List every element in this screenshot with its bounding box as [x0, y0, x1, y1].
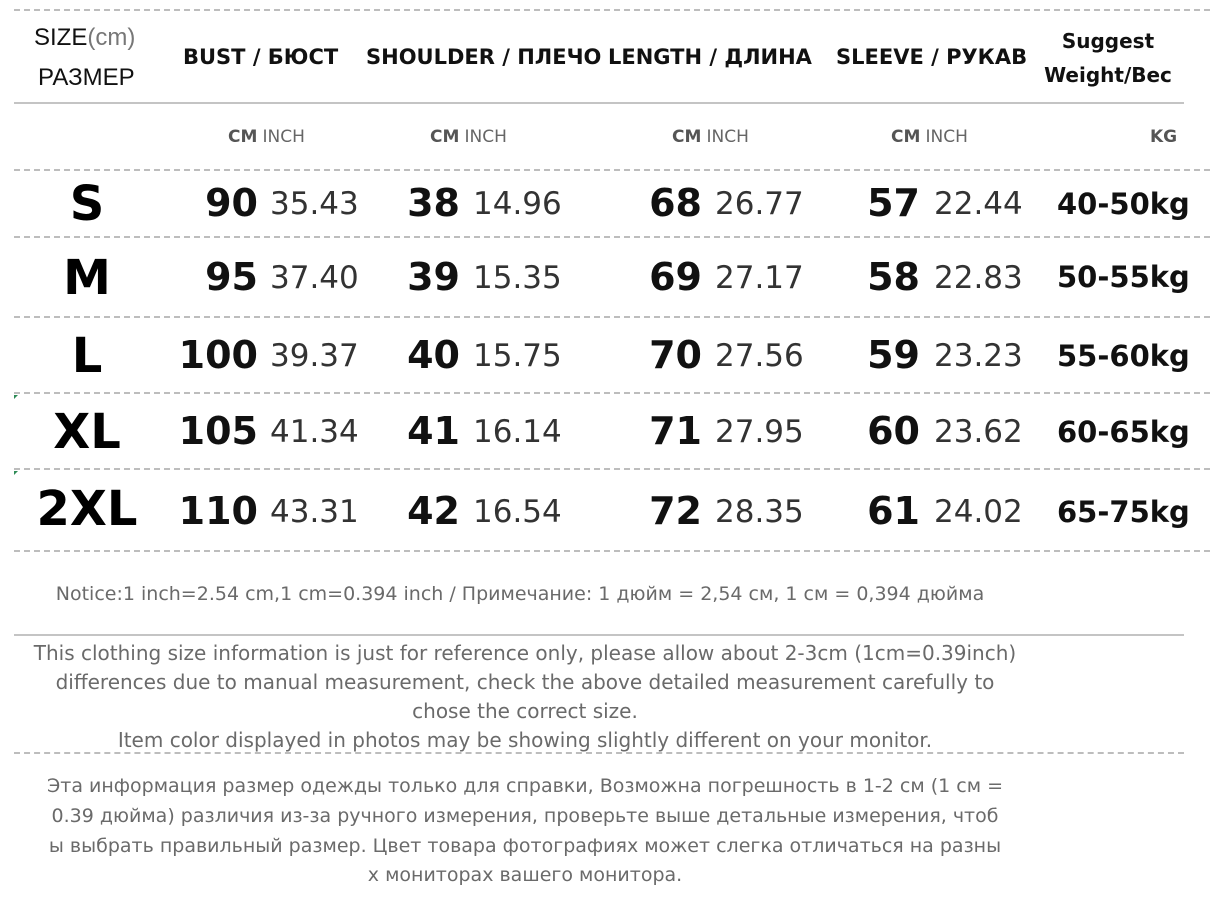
unit-cm: CM	[228, 127, 258, 147]
sleeve-inch-value: 23.62	[934, 414, 1023, 450]
row-divider	[14, 169, 1210, 171]
size-column-header	[34, 24, 135, 52]
length-inch-value: 27.17	[715, 260, 804, 296]
unit-cm: CM	[891, 127, 921, 147]
sleeve-cm-value: 60	[867, 409, 920, 453]
sleeve-inch-value: 23.23	[934, 338, 1023, 374]
disclaimer-divider	[14, 752, 1184, 754]
length-inch-value: 27.95	[715, 414, 804, 450]
length-inch-value: 27.56	[715, 338, 804, 374]
shoulder-inch-value: 15.75	[473, 338, 562, 374]
disclaimer-ru-line: 0.39 дюйма) различия из-за ручного измерения, проверьте выше детальные измерения, чтоб	[51, 805, 999, 827]
size-unit: (cm)	[87, 24, 136, 51]
length-inch-value: 28.35	[715, 494, 804, 530]
corner-mark	[14, 471, 18, 475]
length-cm-value: 70	[649, 333, 702, 377]
sleeve-units	[891, 127, 968, 147]
length-cm-value: 69	[649, 255, 702, 299]
shoulder-cm-value: 41	[407, 409, 460, 453]
bust-cm-value: 100	[178, 333, 258, 377]
weight-header-line1: Suggest	[1061, 29, 1155, 53]
size-2XL: 2XL	[36, 481, 138, 537]
row-divider	[14, 392, 1210, 394]
shoulder-cm-value: 38	[407, 181, 460, 225]
bust-cm-value: 110	[178, 489, 258, 533]
unit-inch: INCH	[925, 127, 968, 147]
weight-value: 55-60kg	[1057, 339, 1190, 373]
corner-mark	[14, 395, 18, 399]
length-units	[672, 127, 749, 147]
shoulder-inch-value: 16.54	[473, 494, 562, 530]
bust-cm-value: 105	[178, 409, 258, 453]
unit-cm: CM	[672, 127, 702, 147]
bust-inch-value: 39.37	[270, 338, 359, 374]
sleeve-cm-value: 59	[867, 333, 920, 377]
disclaimer-en-line: Item color displayed in photos may be showing slightly different on your monitor.	[117, 728, 933, 752]
header-divider	[14, 102, 1184, 104]
length-header: LENGTH / ДЛИНА	[608, 45, 812, 69]
weight-value: 60-65kg	[1057, 415, 1190, 449]
row-divider	[14, 468, 1210, 470]
shoulder-inch-value: 15.35	[473, 260, 562, 296]
bust-header: BUST / БЮСТ	[183, 45, 339, 69]
bust-cm-value: 90	[205, 181, 258, 225]
weight-value: 40-50kg	[1057, 187, 1190, 221]
sleeve-cm-value: 61	[867, 489, 920, 533]
disclaimer-ru-line: х мониторах вашего монитора.	[367, 864, 683, 886]
row-divider	[14, 550, 1210, 552]
length-cm-value: 72	[649, 489, 702, 533]
shoulder-units	[430, 127, 507, 147]
notice-divider	[14, 634, 1184, 636]
disclaimer-en-line: differences due to manual measurement, check the above detailed measurement carefully to	[55, 670, 995, 694]
weight-header-line2: Weight/Вес	[1044, 63, 1172, 87]
bust-inch-value: 37.40	[270, 260, 359, 296]
length-inch-value: 26.77	[715, 186, 804, 222]
row-divider	[14, 236, 1210, 238]
bust-cm-value: 95	[205, 255, 258, 299]
unit-inch: INCH	[464, 127, 507, 147]
sleeve-cm-value: 57	[867, 181, 920, 225]
shoulder-cm-value: 42	[407, 489, 460, 533]
unit-inch: INCH	[706, 127, 749, 147]
size-S: S	[69, 176, 105, 232]
weight-unit: KG	[1150, 127, 1178, 147]
unit-cm: CM	[430, 127, 460, 147]
sleeve-cm-value: 58	[867, 255, 920, 299]
top-divider	[14, 9, 1210, 11]
weight-value: 65-75kg	[1057, 495, 1190, 529]
sleeve-header: SLEEVE / РУКАВ	[836, 45, 1028, 69]
disclaimer-ru-line: ы выбрать правильный размер. Цвет товара фотографиях может слегка отличаться на разны	[48, 835, 1002, 857]
sleeve-inch-value: 22.44	[934, 186, 1023, 222]
size-title-ru: РАЗМЕР	[38, 64, 135, 91]
row-divider	[14, 316, 1210, 318]
shoulder-inch-value: 16.14	[473, 414, 562, 450]
disclaimer-en-line: chose the correct size.	[412, 699, 638, 723]
size-title: SIZE	[34, 24, 88, 51]
length-cm-value: 71	[649, 409, 702, 453]
bust-units	[228, 127, 305, 147]
shoulder-cm-value: 39	[407, 255, 460, 299]
length-cm-value: 68	[649, 181, 702, 225]
sleeve-inch-value: 24.02	[934, 494, 1023, 530]
weight-value: 50-55kg	[1057, 260, 1190, 294]
shoulder-inch-value: 14.96	[473, 186, 562, 222]
bust-inch-value: 41.34	[270, 414, 359, 450]
bust-inch-value: 35.43	[270, 186, 359, 222]
size-XL: XL	[53, 404, 121, 460]
conversion-notice: Notice:1 inch=2.54 cm,1 cm=0.394 inch / Примечание: 1 дюйм = 2,54 см, 1 см = 0,394 дюйма	[55, 583, 985, 605]
disclaimer-ru-line: Эта информация размер одежды только для справки, Возможна погрешность в 1-2 см (1 см =	[46, 775, 1004, 797]
shoulder-cm-value: 40	[407, 333, 460, 377]
shoulder-header: SHOULDER / ПЛЕЧО	[366, 45, 602, 69]
size-M: M	[63, 250, 111, 306]
sleeve-inch-value: 22.83	[934, 260, 1023, 296]
disclaimer-en-line: This clothing size information is just for reference only, please allow about 2-3cm (1cm=0.39inch)	[33, 641, 1017, 665]
size-L: L	[71, 328, 103, 384]
unit-inch: INCH	[262, 127, 305, 147]
bust-inch-value: 43.31	[270, 494, 359, 530]
